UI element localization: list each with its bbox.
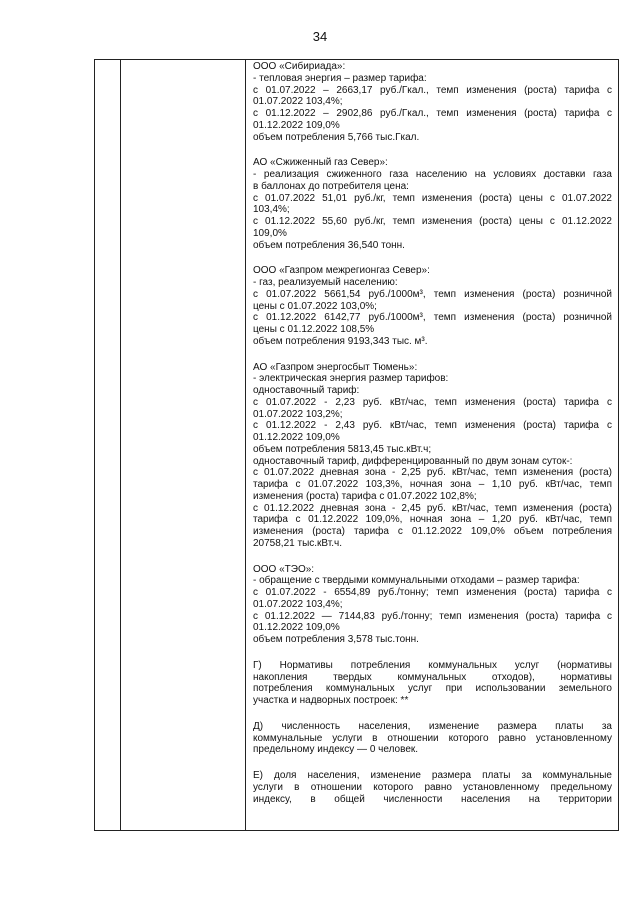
table-row bbox=[95, 60, 619, 831]
text-line: коммунальные услуги в отношении которого равно установленному bbox=[253, 732, 612, 744]
text-line: цены с 01.07.2022 103,0%; bbox=[253, 300, 377, 312]
content-blocks bbox=[253, 61, 612, 805]
text-line: объем потребления 5,766 тыс.Гкал. bbox=[253, 131, 420, 143]
text-line: с 01.12.2022 — 7144,83 руб./тонну; темп изменения (роста) тарифа с bbox=[253, 610, 612, 622]
text-line: с 01.07.2022 - 2,23 руб. кВт/час, темп изменения (роста) тарифа с bbox=[253, 396, 612, 408]
text-line: 01.07.2022 103,4%; bbox=[253, 598, 343, 610]
text-line: с 01.07.2022 – 2663,17 руб./Гкал., темп изменения (роста) тарифа с bbox=[253, 84, 612, 96]
text-line: 20758,21 тыс.кВт.ч. bbox=[253, 537, 342, 549]
text-line: с 01.07.2022 дневная зона - 2,25 руб. кВт/час, темп изменения (роста) bbox=[253, 467, 612, 479]
text-line: услуги в отношении которого равно установленному предельному bbox=[253, 781, 612, 793]
text-line: 01.12.2022 109,0% bbox=[253, 119, 340, 131]
text-line: с 01.12.2022 – 2902,86 руб./Гкал., темп изменения (роста) тарифа с bbox=[253, 108, 612, 119]
empty-cell-name bbox=[121, 60, 246, 831]
text-line: с 01.07.2022 - 6554,89 руб./тонну; темп изменения (роста) тарифа с bbox=[253, 587, 612, 598]
text-line: АО «Газпром энергосбыт Тюмень»: bbox=[253, 361, 418, 373]
text-line: АО «Сжиженный газ Север»: bbox=[253, 157, 388, 169]
text-line: - электрическая энергия размер тарифов: bbox=[253, 373, 449, 385]
text-line: потребления коммунальных услуг при использовании земельного bbox=[253, 683, 612, 695]
text-line: ООО «ТЭО»: bbox=[253, 563, 315, 575]
text-line: 103,4%; bbox=[253, 204, 290, 216]
text-line: тарифа с 01.07.2022 103,3%, ночная зона – 1,10 руб. кВт/час, темп bbox=[253, 479, 612, 490]
text-line: объем потребления 9193,343 тыс. м³. bbox=[253, 335, 428, 347]
text-line: с 01.12.2022 55,60 руб./кг, темп изменения (роста) цены с 01.12.2022 bbox=[253, 216, 612, 227]
text-line: объем потребления 5813,45 тыс.кВт.ч; bbox=[253, 443, 432, 455]
text-line: 01.07.2022 103,2%; bbox=[253, 408, 343, 420]
text-block-szhizhenny-gaz bbox=[253, 157, 612, 251]
text-line: тарифа с 01.12.2022 109,0%, ночная зона – 1,20 руб. кВт/час, темп bbox=[253, 514, 612, 526]
text-line: одноставочный тариф, дифференцированный по двум зонам суток-: bbox=[253, 455, 573, 467]
text-line: индексу, в общей численности населения на территории bbox=[253, 793, 612, 805]
text-line: Г) Нормативы потребления коммунальных услуг (нормативы bbox=[253, 659, 612, 671]
text-block-chislennost bbox=[253, 721, 612, 756]
text-block-sibiriada bbox=[253, 61, 612, 143]
text-line: с 01.12.2022 6142,77 руб./1000м³, темп изменения (роста) розничной bbox=[253, 312, 612, 324]
text-line: - обращение с твердыми коммунальными отходами – размер тарифа: bbox=[253, 575, 580, 587]
text-block-gazprom-energosbyt bbox=[253, 362, 612, 550]
text-line: с 01.12.2022 - 2,43 руб. кВт/час, темп изменения (роста) тарифа с bbox=[253, 420, 612, 432]
text-line: ООО «Газпром межрегионгаз Север»: bbox=[253, 265, 430, 277]
text-block-teo bbox=[253, 564, 612, 646]
text-line: в баллонах до потребителя цена: bbox=[253, 180, 409, 192]
empty-cell-number bbox=[95, 60, 121, 831]
page-number: 34 bbox=[312, 29, 328, 44]
text-line: накопления твердых коммунальных отходов), нормативы bbox=[253, 671, 612, 683]
text-line: - тепловая энергия – размер тарифа: bbox=[253, 72, 427, 84]
text-line: Е) доля населения, изменение размера платы за коммунальные bbox=[253, 770, 612, 781]
text-line: участка и надворных построек: ** bbox=[253, 695, 409, 706]
text-block-dolya bbox=[253, 770, 612, 805]
text-line: - газ, реализуемый населению: bbox=[253, 277, 398, 288]
text-line: 109,0% bbox=[253, 227, 287, 239]
text-line: объем потребления 36,540 тонн. bbox=[253, 239, 405, 251]
text-line: предельному индексу — 0 человек. bbox=[253, 744, 419, 756]
text-line: цены с 01.12.2022 108,5% bbox=[253, 324, 375, 335]
text-block-gazprom-mezhregiongaz bbox=[253, 265, 612, 347]
content-cell bbox=[246, 60, 619, 831]
text-line: изменения (роста) тарифа с 01.12.2022 109,0% объем потребления bbox=[253, 526, 612, 537]
text-line: ООО «Сибириада»: bbox=[253, 61, 346, 72]
text-line: 01.12.2022 109,0% bbox=[253, 432, 340, 443]
text-line: - реализация сжиженного газа населению на условиях доставки газа bbox=[253, 169, 612, 180]
text-line: 01.07.2022 103,4%; bbox=[253, 96, 343, 108]
text-line: с 01.07.2022 5661,54 руб./1000м³, темп изменения (роста) розничной bbox=[253, 288, 612, 300]
text-line: объем потребления 3,578 тыс.тонн. bbox=[253, 634, 419, 645]
text-block-normativy bbox=[253, 660, 612, 707]
text-line: с 01.07.2022 51,01 руб./кг, темп изменения (роста) цены с 01.07.2022 bbox=[253, 192, 612, 204]
text-line: одноставочный тариф: bbox=[253, 385, 360, 396]
text-line: с 01.12.2022 дневная зона - 2,45 руб. кВт/час, темп изменения (роста) bbox=[253, 502, 612, 514]
text-line: Д) численность населения, изменение размера платы за bbox=[253, 720, 612, 732]
document-table bbox=[94, 59, 619, 831]
text-line: изменения (роста) тарифа с 01.07.2022 102,8%; bbox=[253, 490, 477, 502]
text-line: 01.12.2022 109,0% bbox=[253, 622, 340, 634]
